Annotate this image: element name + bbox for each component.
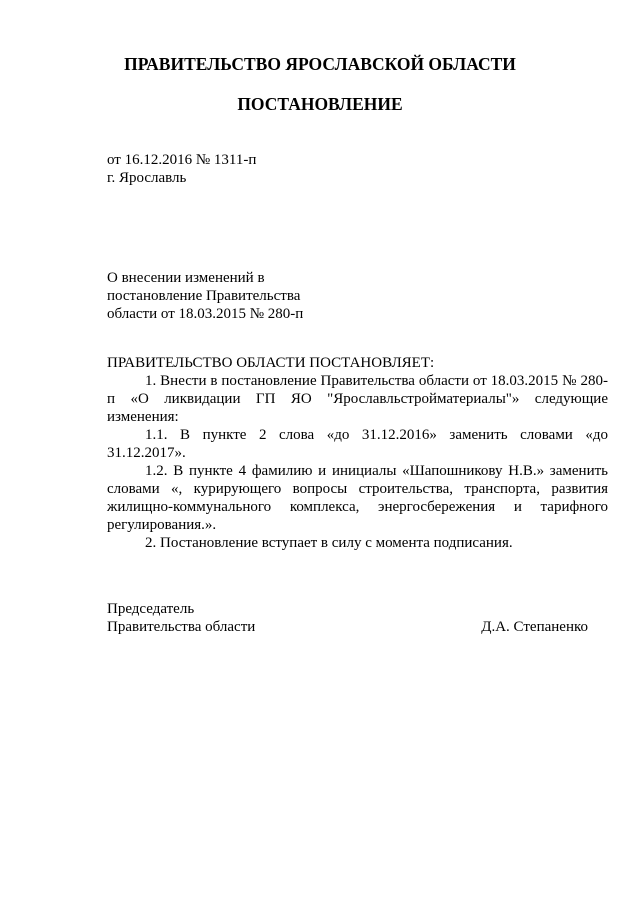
resolution-item-2: 2. Постановление вступает в силу с момента подписания.	[145, 535, 513, 551]
subject-line-2: постановление Правительства	[107, 288, 301, 304]
document-type-title: ПОСТАНОВЛЕНИЕ	[237, 94, 403, 114]
signatory-title-line-2: Правительства области	[107, 619, 256, 635]
resolution-item-1-1: 1.1. В пункте 2 слова «до 31.12.2016» заменить словами «до 31.12.2017».	[107, 427, 608, 461]
signatory-name: Д.А. Степаненко	[481, 619, 588, 635]
resolution-item-1-2: 1.2. В пункте 4 фамилию и инициалы «Шапошникову Н.В.» заменить словами «, курирующего вопросы строительства, транспорта, развития жилищно-коммунального комплекса, энергосбережения и тарифного регулирования.».	[107, 463, 608, 533]
resolution-body	[107, 354, 608, 552]
resolution-item-1: 1. Внести в постановление Правительства области от 18.03.2015 № 280-п «О ликвидации ГП ЯО "Ярославльстройматериалы"» следующие изменения:	[107, 373, 608, 425]
subject-line-3: области от 18.03.2015 № 280-п	[107, 306, 304, 322]
date-number-line: от 16.12.2016 № 1311-п	[107, 152, 257, 168]
city-line: г. Ярославль	[107, 170, 187, 186]
signatory-title-line-1: Председатель	[107, 601, 195, 617]
resolution-preamble: ПРАВИТЕЛЬСТВО ОБЛАСТИ ПОСТАНОВЛЯЕТ:	[107, 355, 435, 371]
subject-line-1: О внесении изменений в	[107, 270, 265, 286]
organization-title: ПРАВИТЕЛЬСТВО ЯРОСЛАВСКОЙ ОБЛАСТИ	[124, 54, 516, 74]
